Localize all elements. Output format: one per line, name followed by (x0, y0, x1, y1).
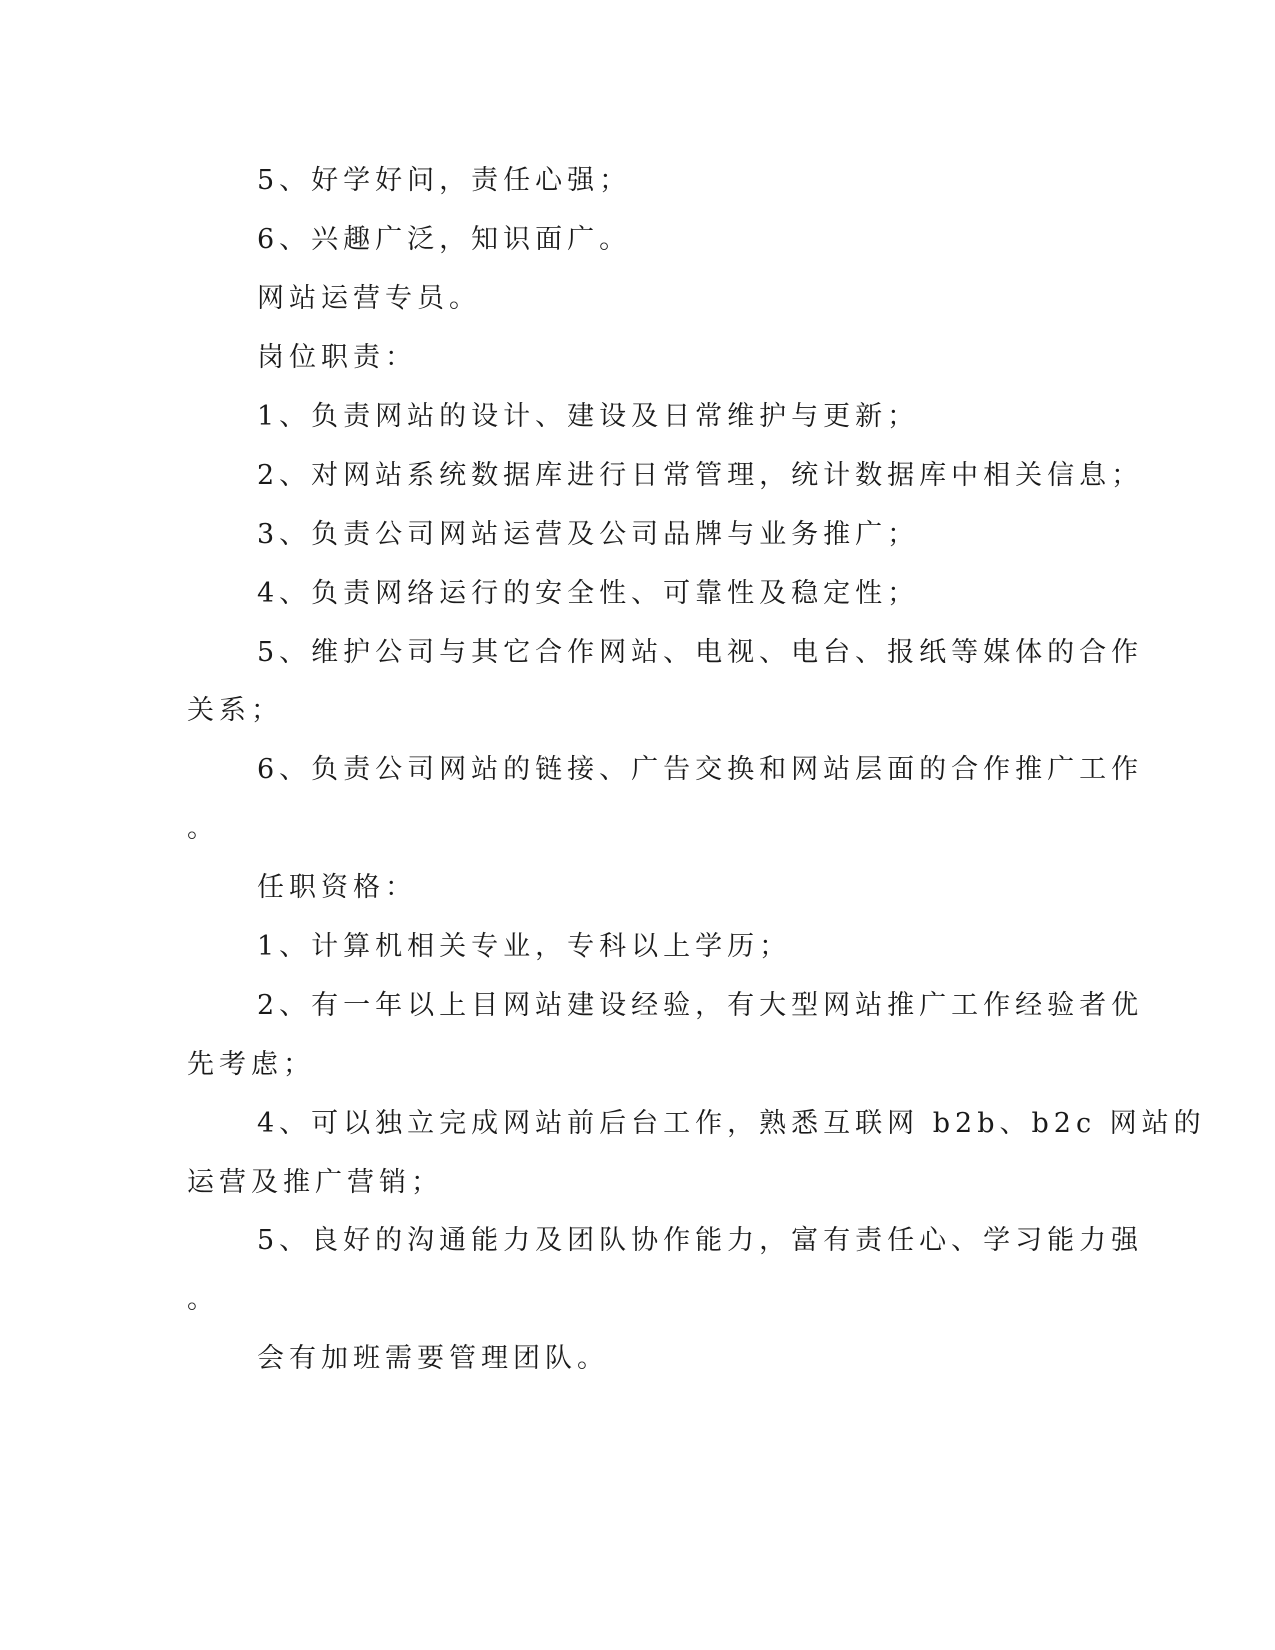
section-heading: 网站运营专员。 (257, 283, 481, 314)
list-item-continuation: 。 (187, 813, 219, 844)
closing-note: 会有加班需要管理团队。 (257, 1343, 609, 1374)
list-item: 1、负责网站的设计、建设及日常维护与更新； (257, 401, 920, 432)
list-item-continuation: 。 (187, 1284, 219, 1315)
section-heading: 任职资格： (257, 872, 417, 903)
list-item: 6、负责公司网站的链接、广告交换和网站层面的合作推广工作 (257, 754, 1144, 785)
list-item-continuation: 关系； (187, 695, 283, 726)
list-item: 2、对网站系统数据库进行日常管理，统计数据库中相关信息； (257, 460, 1144, 491)
section-heading: 岗位职责： (257, 342, 417, 373)
list-item: 5、良好的沟通能力及团队协作能力，富有责任心、学习能力强 (257, 1225, 1144, 1256)
list-item: 4、可以独立完成网站前后台工作，熟悉互联网 b2b、b2c 网站的 (257, 1108, 1206, 1139)
list-item: 4、负责网络运行的安全性、可靠性及稳定性； (257, 578, 920, 609)
list-item-continuation: 运营及推广营销； (187, 1167, 443, 1198)
list-item: 6、兴趣广泛，知识面广。 (257, 224, 632, 255)
list-item: 2、有一年以上目网站建设经验，有大型网站推广工作经验者优 (257, 990, 1144, 1021)
list-item: 5、维护公司与其它合作网站、电视、电台、报纸等媒体的合作 (257, 637, 1144, 668)
list-item: 5、好学好问，责任心强； (257, 165, 632, 196)
list-item: 1、计算机相关专业，专科以上学历； (257, 931, 792, 962)
list-item: 3、负责公司网站运营及公司品牌与业务推广； (257, 519, 920, 550)
list-item-continuation: 先考虑； (187, 1049, 315, 1080)
